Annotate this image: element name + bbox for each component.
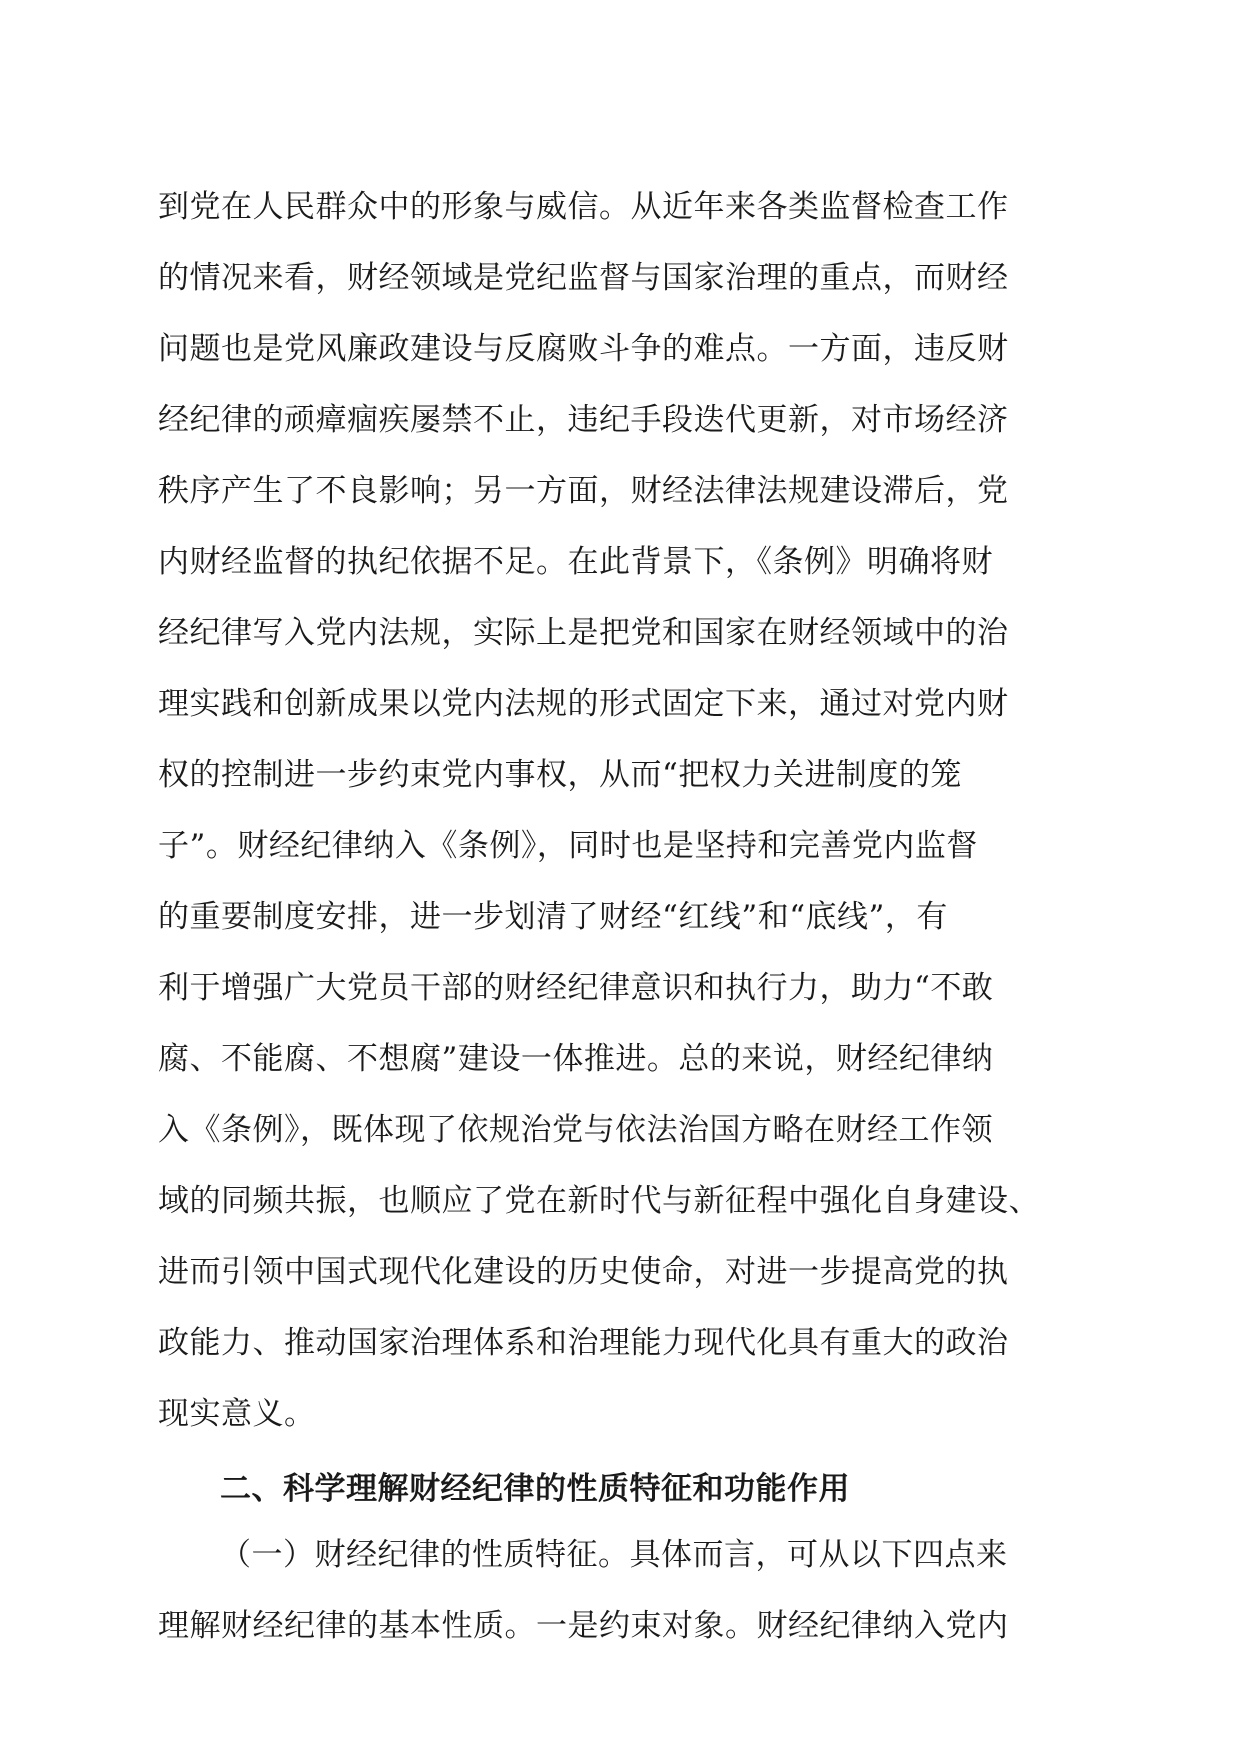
paragraph-line: 内财经监督的执纪依据不足。在此背景下，《条例》明确将财	[158, 544, 993, 580]
body-text	[158, 189, 1098, 1679]
paragraph-line: 子”。财经纪律纳入《条例》，同时也是坚持和完善党内监督	[158, 828, 978, 864]
paragraph-line: 经纪律的顽瘴痼疾屡禁不止，违纪手段迭代更新，对市场经济	[158, 402, 1009, 438]
paragraph-line: 利于增强广大党员干部的财经纪律意识和执行力，助力“不敢	[158, 970, 994, 1006]
paragraph-line: 域的同频共振，也顺应了党在新时代与新征程中强化自身建设、	[158, 1183, 1040, 1219]
paragraph-line: 入《条例》，既体现了依规治党与依法治国方略在财经工作领	[158, 1112, 993, 1148]
paragraph-line: 秩序产生了不良影响；另一方面，财经法律法规建设滞后，党	[158, 473, 1009, 509]
paragraph-line: 理实践和创新成果以党内法规的形式固定下来，通过对党内财	[158, 686, 1009, 722]
paragraph-line: 进而引领中国式现代化建设的历史使命，对进一步提高党的执	[158, 1254, 1009, 1290]
paragraph-line: 经纪律写入党内法规，实际上是把党和国家在财经领域中的治	[158, 615, 1009, 651]
paragraph-line: 的情况来看，财经领域是党纪监督与国家治理的重点，而财经	[158, 260, 1009, 296]
subsection-line: 理解财经纪律的基本性质。一是约束对象。财经纪律纳入党内	[158, 1608, 1009, 1644]
subsection-line: （一）财经纪律的性质特征。具体而言，可从以下四点来	[220, 1537, 1008, 1573]
paragraph-line: 到党在人民群众中的形象与威信。从近年来各类监督检查工作	[158, 189, 1009, 225]
paragraph-line: 腐、不能腐、不想腐”建设一体推进。总的来说，财经纪律纳	[158, 1041, 994, 1077]
paragraph-line: 权的控制进一步约束党内事权，从而“把权力关进制度的笼	[158, 757, 962, 793]
paragraph-line: 问题也是党风廉政建设与反腐败斗争的难点。一方面，违反财	[158, 331, 1009, 367]
section-heading: 二、科学理解财经纪律的性质特征和功能作用	[220, 1471, 850, 1507]
paragraph-line: 政能力、推动国家治理体系和治理能力现代化具有重大的政治	[158, 1325, 1009, 1361]
paragraph-line: 现实意义。	[158, 1396, 316, 1432]
paragraph-line: 的重要制度安排，进一步划清了财经“红线”和“底线”，有	[158, 899, 948, 935]
